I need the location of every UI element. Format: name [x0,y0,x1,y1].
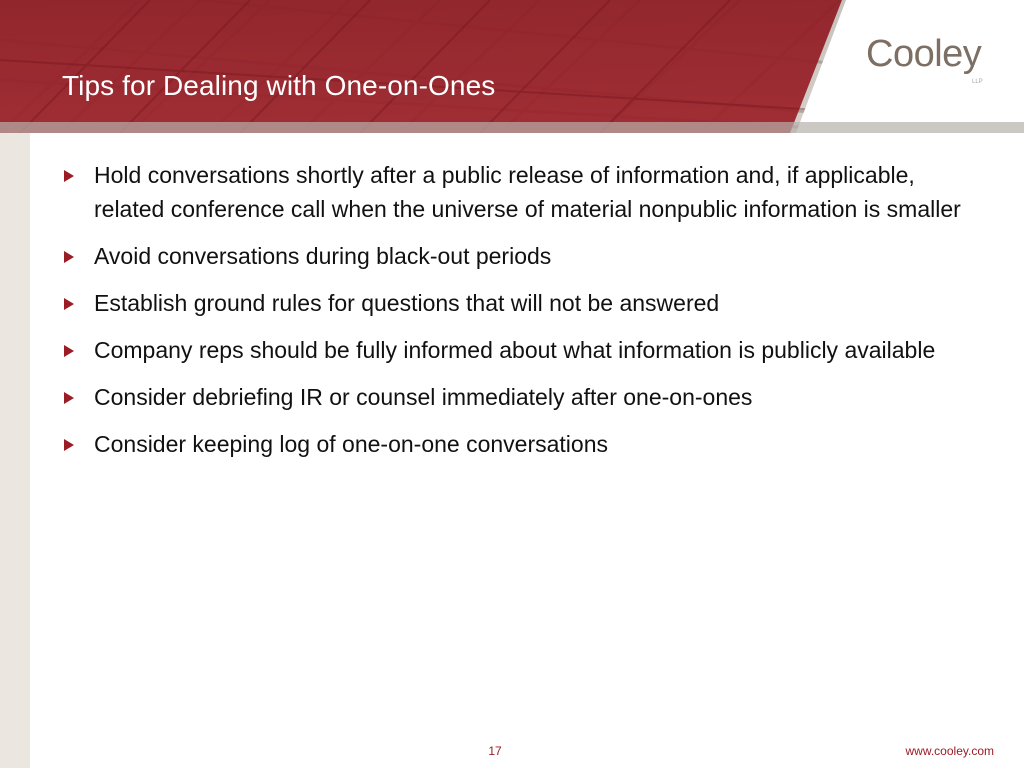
bullet-item [62,427,962,461]
triangle-bullet-icon [64,439,74,451]
bullet-text: Establish ground rules for questions that will not be answered [94,290,720,316]
page-number: 17 [488,744,502,758]
cooley-logo [866,34,996,84]
left-decorative-stripe [0,133,30,768]
slide-title: Tips for Dealing with One-on-Ones [62,70,496,101]
bullet-text: Avoid conversations during black-out periods [94,243,552,269]
bullet-text: Company reps should be fully informed about what information is publicly available [94,337,936,363]
bullet-item [62,333,962,367]
bullet-item [62,239,962,273]
bullet-item [62,286,962,320]
bullet-list [62,158,962,474]
logo-wordmark: Cooley [866,33,982,75]
bullet-item [62,158,962,226]
bullet-text: Consider keeping log of one-on-one conversations [94,431,608,457]
triangle-bullet-icon [64,298,74,310]
triangle-bullet-icon [64,345,74,357]
footer-url-link[interactable]: www.cooley.com [905,744,994,758]
triangle-bullet-icon [64,392,74,404]
triangle-bullet-icon [64,251,74,263]
logo-suffix: LLP [972,79,983,85]
bullet-text: Hold conversations shortly after a public release of information and, if applicable, related conference call when the universe of material nonpublic information is smaller [94,162,961,222]
bullet-item [62,380,962,414]
triangle-bullet-icon [64,170,74,182]
bullet-text: Consider debriefing IR or counsel immediately after one-on-ones [94,384,753,410]
